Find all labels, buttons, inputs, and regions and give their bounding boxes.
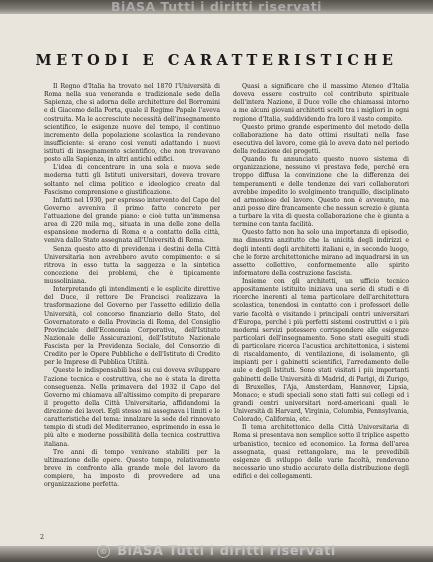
paragraph: Queste le indispensabili basi su cui doveva sviluppare l'azione tecnica e costruttiva, che ne è stata la diretta conseguenza. Nella primavera del 1932 il Capo del Governo mi chiamava all'altissimo compito di preparare il progetto della Città Universitaria, affidandomi la direzione dei lavori. Egli stesso mi assegnava i limiti e le caratteristiche del tema: innalzare la sede del rinnovato tempio di studi del Mediterraneo, esprimendo in essa le più alte e moderne possibilità della tecnica costruttiva italiana. bbox=[44, 367, 220, 448]
paragraph: Infatti nel 1930, per espresso intervento del Capo del Governo avveniva il primo fatto concreto per l'attuazione del grande piano: e cioè tutta un'immensa area di 220 mila mq., situata in una delle zone della espansione moderna di Roma e a contatto della città, veniva dallo Stato assegnata all'Università di Roma. bbox=[44, 196, 220, 245]
text-column-right bbox=[233, 83, 409, 541]
paragraph: Il Regno d'Italia ha trovato nel 1870 l'Università di Roma nella sua veneranda e tradizionale sede della Sapienza, che si adorna delle architetture del Borromini e di Giacomo della Porta, quale il Regime Papale l'aveva costruita. Ma le accresciute necessità dell'insegnamento scientifico, le esigenze nuove del tempo, il continuo incremento della popolazione scolastica la rendevano insufficiente: si erano così venuti adattando i nuovi istituti di insegnamento scientifico, che non trovavano posto alla Sapienza, in altri antichi edifici. bbox=[44, 83, 220, 164]
page-number: 2 bbox=[40, 533, 45, 541]
paragraph: Questo fatto non ha solo una importanza di episodio, ma dimostra anzitutto che la unicità degli indirizzi e degli intenti degli architetti italiani e, in secondo luogo, che le forze architettoniche mirano ad inquadrarsi in un assetto collettivo, conformemente allo spirito informatore della costruzione fascista. bbox=[233, 229, 409, 277]
paragraph: Interpretando gli intendimenti e le esplicite direttive del Duce, il rettore De Francisci realizzava la trasformazione del Governo per l'assetto edilizio della Università, col concorso finanziario dello Stato, del Governatorato e della Provincia di Roma, del Consiglio Provinciale dell'Economia Corporativa, dell'Istituto Nazionale delle Assicurazioni, dell'Istituto Nazionale Fascista per la Previdenza Sociale, del Consorzio di Credito per le Opere Pubbliche e dell'Istituto di Credito per le Imprese di Pubblica Utilità. bbox=[44, 286, 220, 367]
watermark-bottom bbox=[0, 543, 433, 561]
paragraph: Quasi a significare che il massimo Ateneo d'Italia doveva essere costruito col contributo spirituale dell'intera Nazione, il Duce volle che chiamassi intorno a me alcuni giovani architetti scelti tra i migliori in ogni regione d'Italia, suddividendo fra loro il vasto compito. bbox=[233, 83, 409, 123]
page-title: METODI E CARATTERISTICHE bbox=[35, 52, 398, 69]
paragraph: Il tema architettonico della Città Universitaria di Roma si presentava non semplice sotto il triplice aspetto urbanistico, tecnico ed economico. La forma dell'area assegnata, quasi rettangolare, ma le prevedibili esigenze di sviluppo delle varie facoltà, rendevano necessario uno studio accurato della distribuzione degli edifici e dei collegamenti. bbox=[233, 424, 409, 480]
paragraph: Questo primo grande esperimento del metodo della collaborazione ha dato ottimi risultati nella fase esecutiva del lavoro, come già lo aveva dato nel periodo della redazione dei progetti. bbox=[233, 123, 409, 155]
paragraph: Quando fu annunciato questo nuovo sistema di organizzazione, nessuno vi prestava fede, perché era troppo diffusa la convinzione che la differenza dei temperamenti e delle tendenze dei vari collaboratori avrebbe impedito lo svolgimento tranquillo, disciplinato ed armonioso del lavoro. Questo non è avvenuto, ma anzi posso dire francamente che nessun screzio è giunta a turbare la vita di questa collaborazione che è giunta a termine con tanta facilità. bbox=[233, 156, 409, 229]
watermark-bottom-text: BiASA Tutti i diritti riservati bbox=[117, 544, 336, 559]
paragraph: Senza questo atto di previdenza i destini della Città Universitaria non avrebbero avuto compimento: e si ritrova in esso tutta la saggezza e la sintetica concezione dei problemi, che è tipicamente mussoliniana. bbox=[44, 245, 220, 285]
text-column-left bbox=[44, 83, 220, 541]
watermark-top: BiASA Tutti i diritti riservati bbox=[111, 0, 322, 14]
paragraph: L'idea di concentrare in una sola e nuova sede moderna tutti gli Istituti universitari, doveva trovare soltanto nel clima politico e ideologico creato dal Fascismo comprensione e giustificazione. bbox=[44, 164, 220, 196]
paragraph: Tre anni di tempo venivano stabiliti per la ultimazione delle opere. Questo tempo, relativamente breve in confronto alla grande mole del lavoro da compiere, ha imposto di provvedere ad una organizzazione perfetta. bbox=[44, 448, 220, 489]
copyright-logo-icon: © bbox=[97, 545, 110, 558]
paragraph: Insieme con gli architetti, un ufficio tecnico appositamente istituito iniziava una serie di studi e di ricerche inerenti al tema particolare dell'architettura scolastica, tenendosi in contatto con i professori delle varie facoltà e visitando i principali centri universitari d'Europa, perché i più perfetti sistemi costruttivi e i più moderni servizi potessero corrispondere alle esigenze particolari dell'insegnamento. Sono stati eseguiti studi di particolare ricerca l'acustica architettonica, i sistemi di riscaldamento, di ventilazione, di isolamento, gli impianti per i gabinetti scientifici, l'arredamento delle aule e degli Istituti. Sono stati visitati i più importanti gabinetti delle Università di Madrid, di Parigi, di Zurigo, di Bruxelles, l'Aja, Amsterdam, Hannover, Lipsia, Monaco; e studi speciali sono stati fatti sui collegi ed i grandi centri universitari nord-americani quali le Università di Harvard, Virginia, Columbia, Pennsylvania, Colorado, California, etc. bbox=[233, 278, 409, 424]
